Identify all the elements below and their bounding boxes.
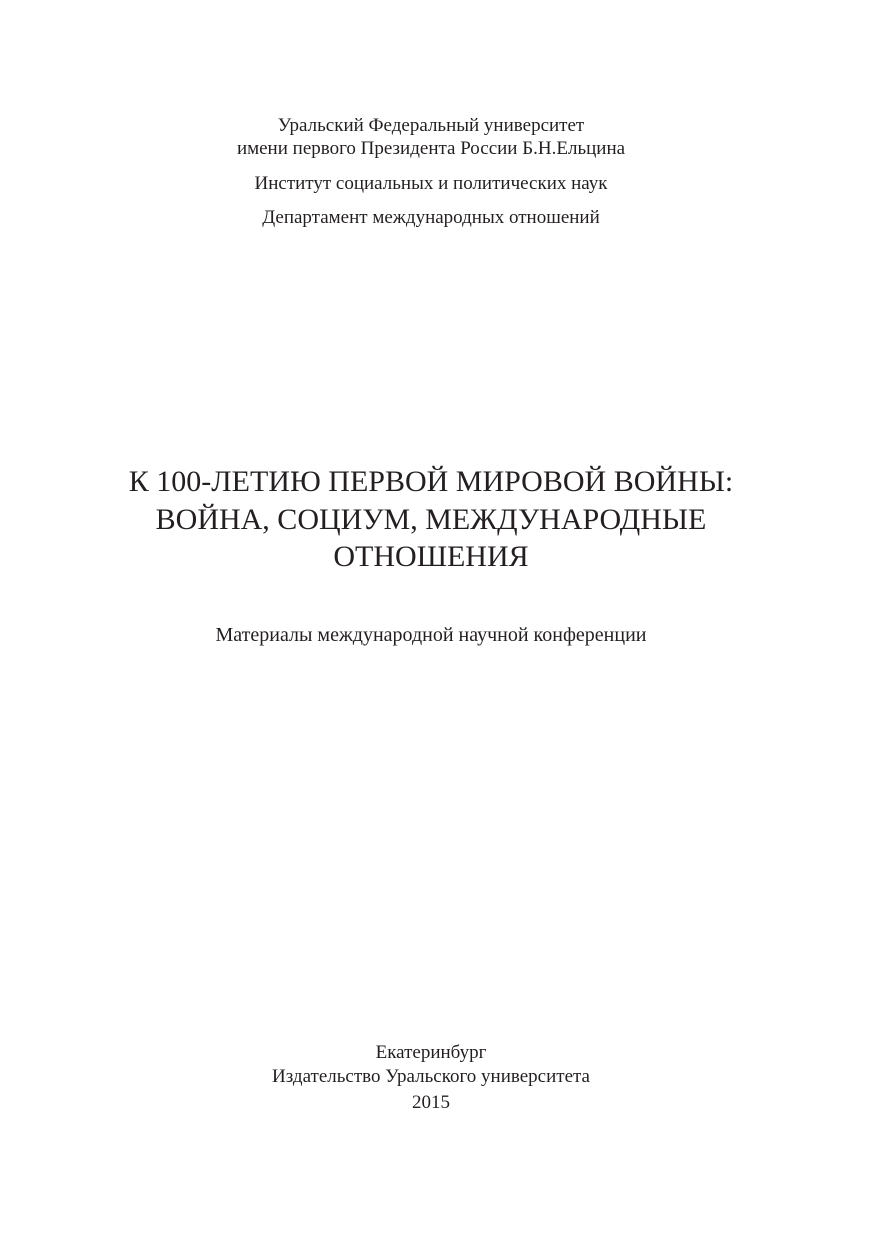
book-title-line1: К 100-ЛЕТИЮ ПЕРВОЙ МИРОВОЙ ВОЙНЫ: [128,465,734,498]
institute-name: Институт социальных и политических наук [254,173,608,194]
university-name-line2: имени первого Президента России Б.Н.Ельцина [236,138,626,159]
university-name-line1: Уральский Федеральный университет [277,115,585,136]
imprint-year: 2015 [412,1092,450,1113]
book-subtitle: Материалы международной научной конференции [215,624,647,646]
imprint-city: Екатеринбург [375,1042,487,1063]
department-name: Департамент международных отношений [262,207,600,228]
book-title-line3: ОТНОШЕНИЯ [333,540,529,573]
imprint-publisher: Издательство Уральского университета [272,1066,590,1087]
book-title-line2: ВОЙНА, СОЦИУМ, МЕЖДУНАРОДНЫЕ [155,503,707,536]
